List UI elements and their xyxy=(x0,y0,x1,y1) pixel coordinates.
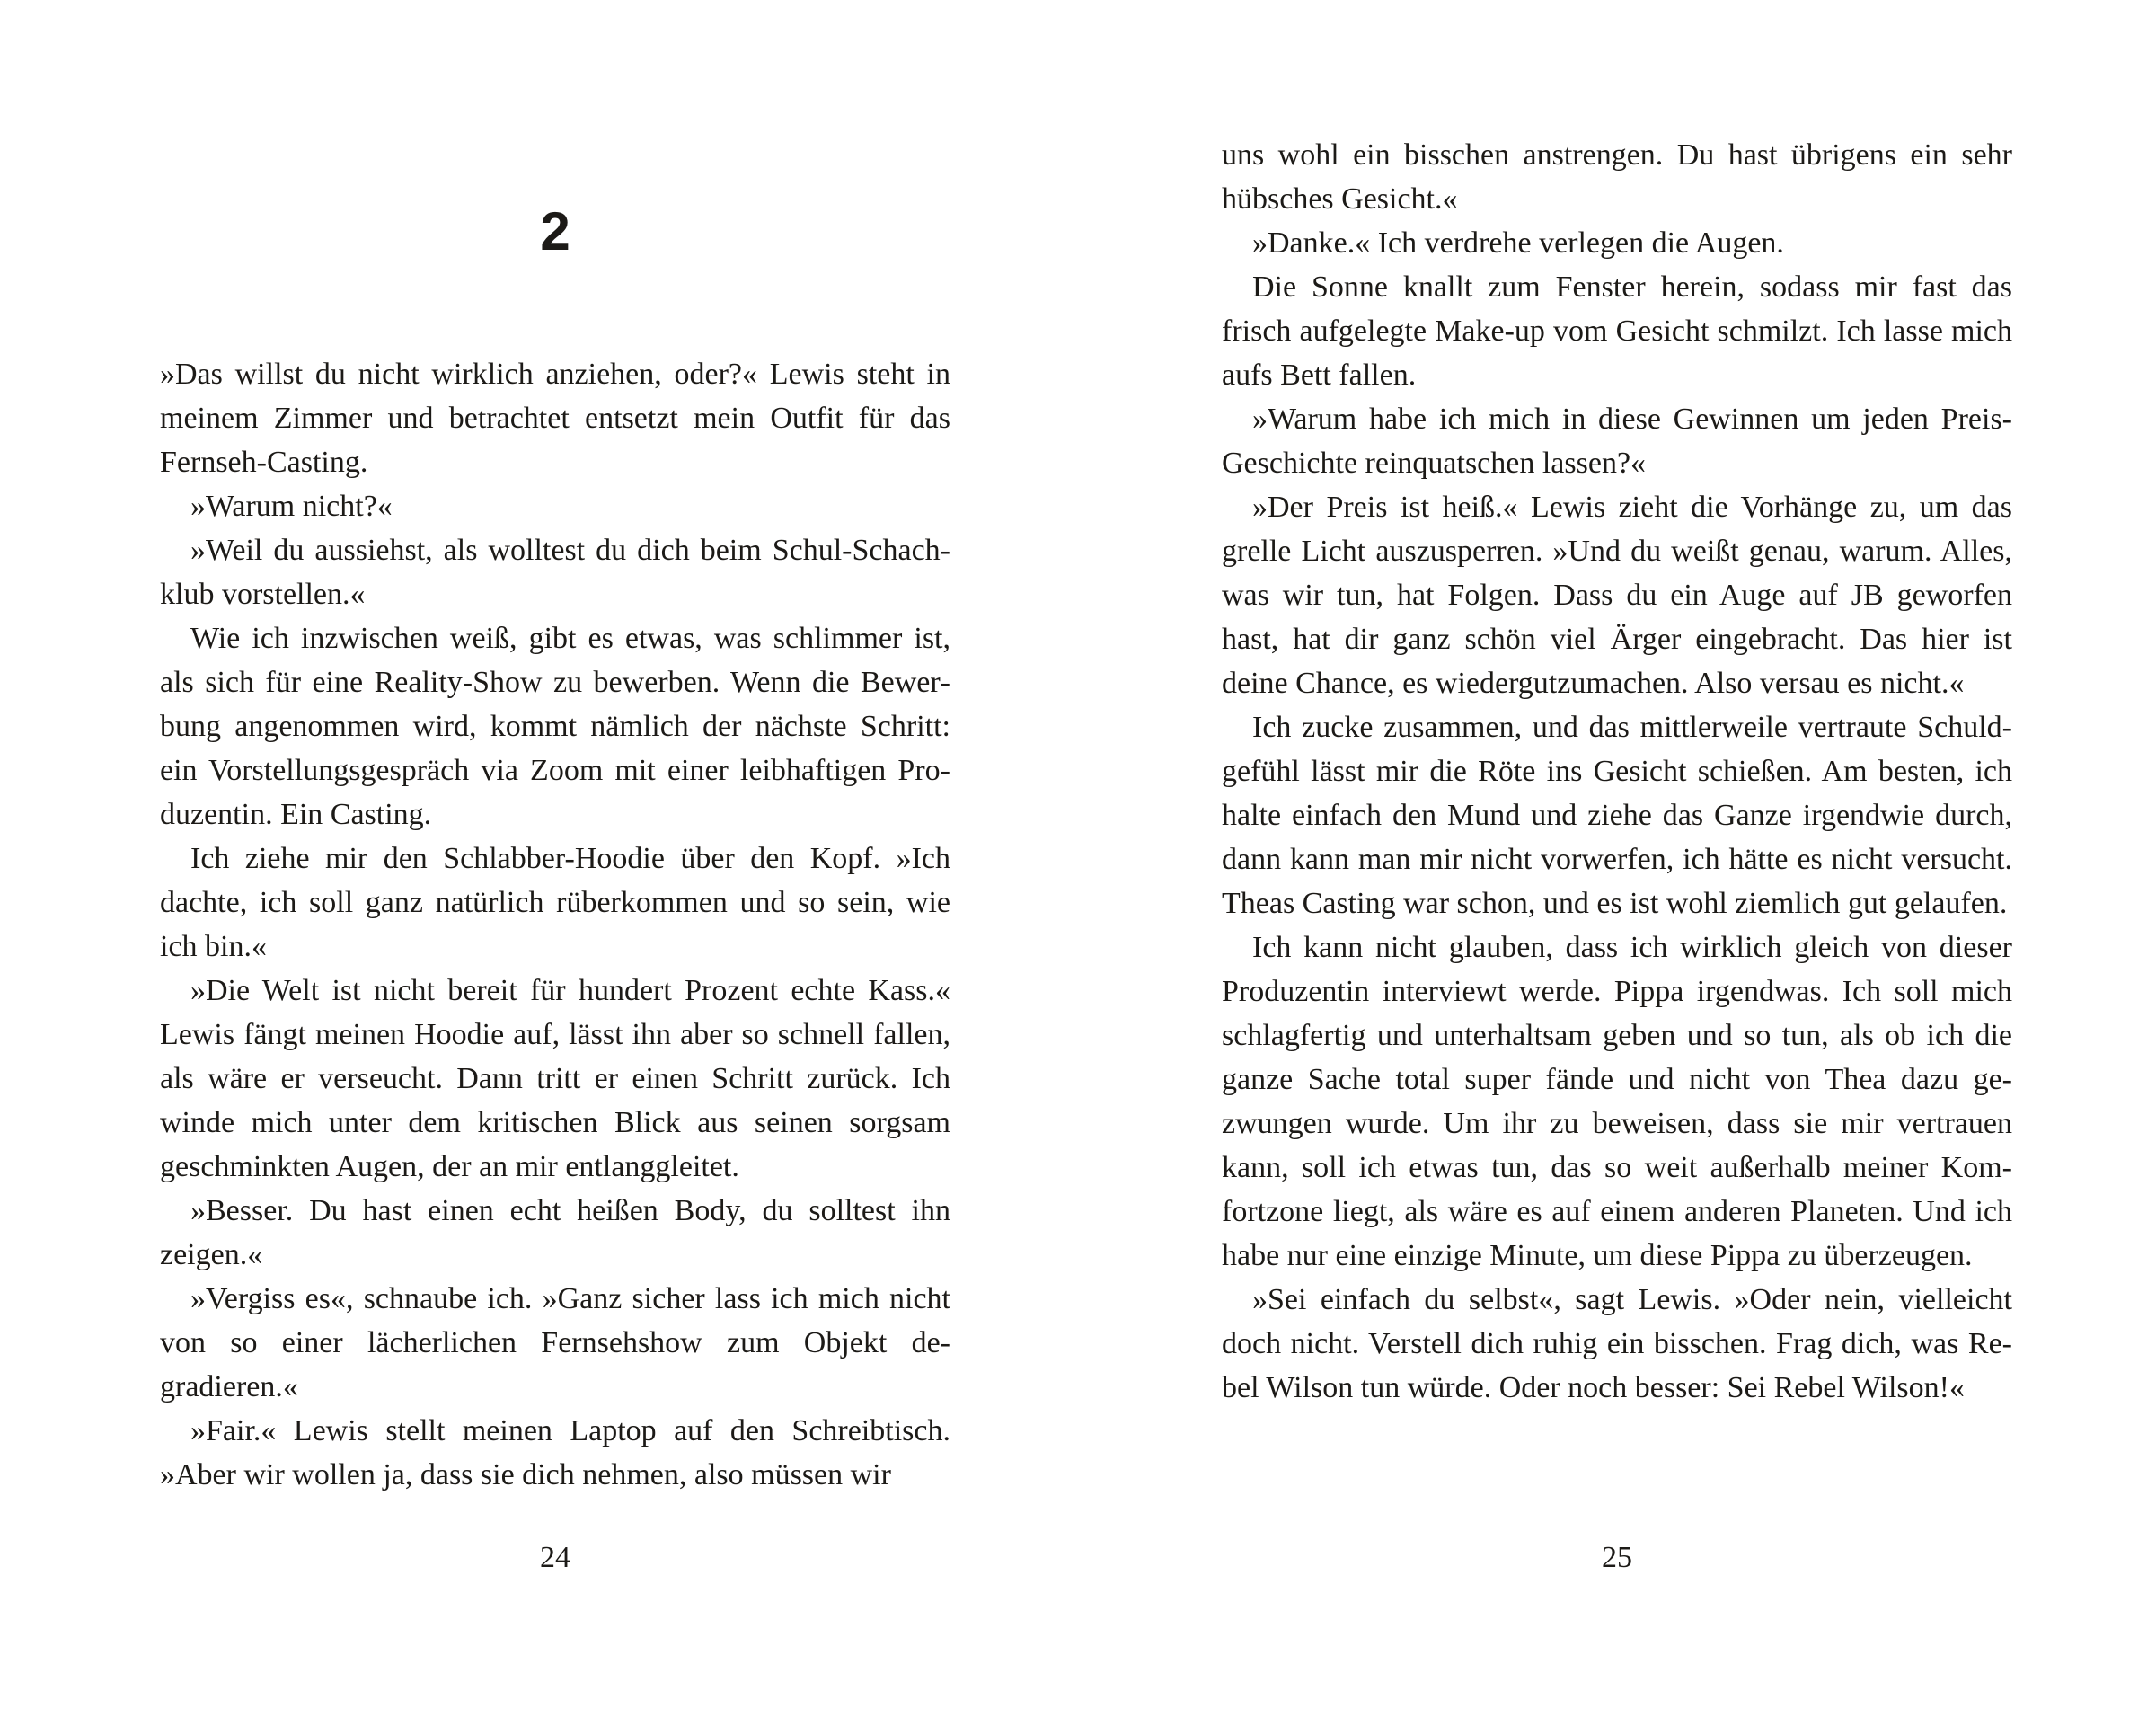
paragraph: Ich kann nicht glauben, dass ich wirklich gleich von dieser Produzentin interviewt werde. Pippa irgendwas. Ich soll mich schlagfertig und unterhaltsam geben und so tun, als ob ich die ganze Sache total super fände und nicht von Thea dazu gezwungen wurde. Um ihr zu beweisen, dass sie mir vertrauen kann, soll ich etwas tun, das so weit außerhalb meiner Komfortzone liegt, als wäre es auf einem anderen Planeten. Und ich habe nur eine einzige Minute, um diese Pippa zu überzeugen. xyxy=(1222,931,2012,1272)
paragraph: »Der Preis ist heiß.« Lewis zieht die Vorhänge zu, um das grelle Licht auszusperren. »Und du weißt genau, warum. Alles, was wir tun, hat Folgen. Dass du ein Auge auf JB geworfen hast, hat dir ganz schön viel Ärger eingebracht. Das hier ist deine Chance, es wiedergutzumachen. Also versau es nicht.« xyxy=(1222,491,2012,700)
right-page xyxy=(1078,0,2156,1717)
paragraph: »Das willst du nicht wirklich anziehen, oder?« Lewis steht in meinem Zimmer und betrachtet entsetzt mein Outfit für das Fernseh-Casting. xyxy=(160,358,950,479)
paragraph: Ich zucke zusammen, und das mittlerweile vertraute Schuldgefühl lässt mir die Röte ins Gesicht schießen. Am besten, ich halte einfach den Mund und ziehe das Ganze irgendwie durch, dann kann man mir nicht vorwerfen, ich hätte es nicht versucht. Theas Casting war schon, und es ist wohl ziemlich gut gelaufen. xyxy=(1222,711,2012,920)
right-page-text xyxy=(1222,133,2012,1410)
paragraph: »Fair.« Lewis stellt meinen Laptop auf den Schreibtisch. »Aber wir wollen ja, dass sie dich nehmen, also müssen wir xyxy=(160,1414,950,1491)
paragraph: »Besser. Du hast einen echt heißen Body, du solltest ihn zeigen.« xyxy=(160,1194,950,1271)
page-number-right: 25 xyxy=(1602,1541,1632,1574)
paragraph: Wie ich inzwischen weiß, gibt es etwas, was schlimmer ist, als sich für eine Reality-Show zu bewerben. Wenn die Bewerbung angenommen wird, kommt nämlich der nächste Schritt: ein Vorstellungsgespräch via Zoom mit einer leibhaftigen Produzentin. Ein Casting. xyxy=(160,622,950,831)
paragraph: »Weil du aussiehst, als wolltest du dich beim Schul-Schachklub vorstellen.« xyxy=(160,534,950,611)
paragraph: »Sei einfach du selbst«, sagt Lewis. »Oder nein, vielleicht doch nicht. Verstell dich ruhig ein bisschen. Frag dich, was Rebel Wilson tun würde. Oder noch besser: Sei Rebel Wilson!« xyxy=(1222,1283,2012,1404)
paragraph: Die Sonne knallt zum Fenster herein, sodass mir fast das frisch aufgelegte Make-up vom Gesicht schmilzt. Ich lasse mich aufs Bett fallen. xyxy=(1222,270,2012,392)
chapter-number: 2 xyxy=(540,201,570,261)
paragraph: »Danke.« Ich verdrehe verlegen die Augen. xyxy=(1252,226,1784,260)
page-number-left: 24 xyxy=(540,1541,570,1574)
paragraph: »Warum habe ich mich in diese Gewinnen um jeden Preis-Geschichte reinquatschen lassen?« xyxy=(1222,403,2012,480)
paragraph: »Vergiss es«, schnaube ich. »Ganz sicher lass ich mich nicht von so einer lächerlichen Fernsehshow zum Objekt degradieren.« xyxy=(160,1282,950,1403)
paragraph: Ich ziehe mir den Schlabber-Hoodie über den Kopf. »Ich dachte, ich soll ganz natürlich rüberkommen und so sein, wie ich bin.« xyxy=(160,842,950,963)
paragraph: »Warum nicht?« xyxy=(190,490,393,523)
left-page-text xyxy=(160,352,950,1497)
paragraph: uns wohl ein bisschen anstrengen. Du hast übrigens ein sehr hübsches Gesicht.« xyxy=(1222,138,2012,216)
paragraph: »Die Welt ist nicht bereit für hundert Prozent echte Kass.« Lewis fängt meinen Hoodie auf, lässt ihn aber so schnell fallen, als wäre er verseucht. Dann tritt er einen Schritt zurück. Ich winde mich unter dem kritischen Blick aus seinen sorgsam geschminkten Augen, der an mir entlanggleitet. xyxy=(160,974,950,1183)
